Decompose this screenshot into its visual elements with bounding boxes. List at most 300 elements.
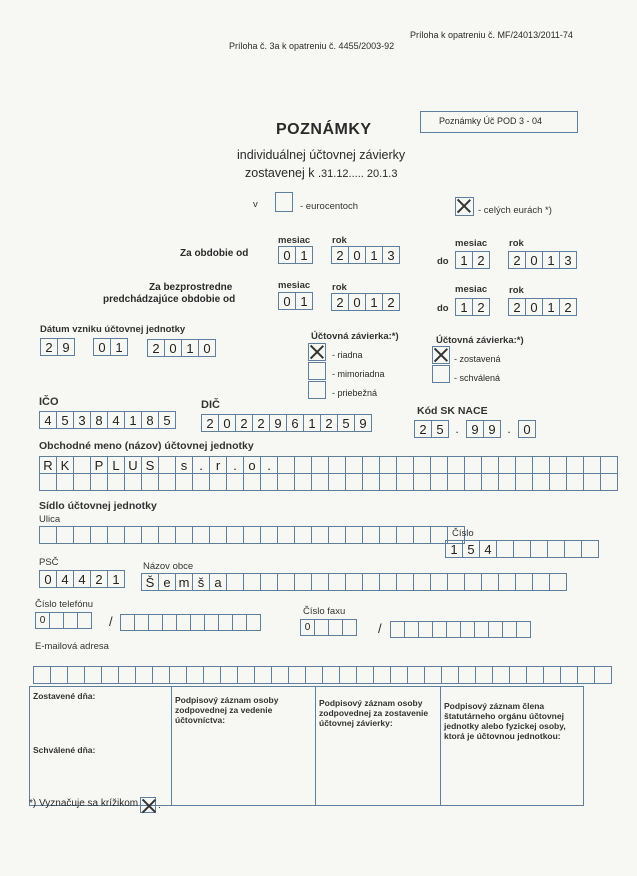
psc-field[interactable] — [39, 570, 124, 587]
char-cell[interactable] — [305, 666, 323, 684]
digit-cell[interactable]: 5 — [337, 414, 355, 432]
char-cell[interactable]: 4 — [479, 540, 497, 558]
char-cell[interactable] — [532, 456, 550, 474]
char-cell[interactable]: 0 — [35, 612, 50, 629]
char-cell[interactable] — [549, 573, 567, 591]
euros-checkbox[interactable] — [455, 197, 474, 216]
ico-field[interactable] — [39, 411, 175, 428]
compiled-prefix: zostavenej k — [245, 166, 315, 180]
statement-type-label: Účtovná závierka:*) — [311, 331, 399, 342]
digit-cell[interactable]: 3 — [73, 411, 91, 429]
dic-label: DIČ — [201, 399, 220, 411]
digit-cell[interactable]: 0 — [525, 298, 543, 316]
digit-cell[interactable]: 2 — [508, 251, 526, 269]
char-cell[interactable] — [345, 473, 363, 491]
digit-cell[interactable]: 5 — [56, 411, 74, 429]
char-cell[interactable]: š — [192, 573, 210, 591]
period-to-month[interactable] — [455, 251, 489, 268]
char-cell[interactable] — [63, 612, 78, 629]
eurocents-checkbox[interactable] — [275, 192, 293, 212]
char-cell[interactable]: r — [209, 456, 227, 474]
digit-cell[interactable]: 9 — [57, 338, 75, 356]
char-cell[interactable]: a — [209, 573, 227, 591]
char-cell[interactable] — [600, 456, 618, 474]
char-cell[interactable] — [148, 614, 163, 631]
char-cell[interactable] — [502, 621, 517, 638]
digit-cell[interactable]: 8 — [141, 411, 159, 429]
char-cell[interactable] — [496, 540, 514, 558]
char-cell[interactable]: o — [243, 456, 261, 474]
char-cell[interactable] — [294, 456, 312, 474]
char-cell[interactable]: 5 — [462, 540, 480, 558]
digit-cell[interactable]: 0 — [518, 420, 536, 438]
char-cell[interactable] — [447, 456, 465, 474]
digit-cell[interactable]: 0 — [164, 339, 182, 357]
char-cell[interactable] — [56, 526, 74, 544]
char-cell[interactable] — [277, 473, 295, 491]
char-cell[interactable]: 1 — [107, 570, 125, 588]
char-cell[interactable] — [447, 573, 465, 591]
digit-cell[interactable]: 4 — [39, 411, 57, 429]
email-field[interactable] — [33, 666, 611, 683]
char-cell[interactable] — [288, 666, 306, 684]
char-cell[interactable] — [260, 473, 278, 491]
char-cell[interactable] — [362, 473, 380, 491]
char-cell[interactable]: U — [124, 456, 142, 474]
digit-cell[interactable]: 5 — [431, 420, 449, 438]
char-cell[interactable] — [226, 473, 244, 491]
char-cell[interactable] — [547, 540, 565, 558]
char-cell[interactable] — [515, 473, 533, 491]
char-cell[interactable]: Š — [141, 573, 159, 591]
digit-cell[interactable]: 0 — [198, 339, 216, 357]
char-cell[interactable] — [77, 612, 92, 629]
digit-cell[interactable]: 1 — [295, 292, 313, 310]
char-cell[interactable] — [549, 456, 567, 474]
digit-cell[interactable]: 4 — [107, 411, 125, 429]
char-cell[interactable] — [237, 666, 255, 684]
char-cell[interactable] — [464, 473, 482, 491]
digit-cell[interactable]: 2 — [508, 298, 526, 316]
char-cell[interactable] — [328, 619, 343, 636]
char-cell[interactable] — [73, 526, 91, 544]
page-subtitle: individuálnej účtovnej závierky — [237, 148, 406, 162]
char-cell[interactable] — [513, 540, 531, 558]
char-cell[interactable] — [339, 666, 357, 684]
digit-cell[interactable]: 2 — [472, 251, 490, 269]
digit-cell[interactable]: 2 — [201, 414, 219, 432]
char-cell[interactable] — [600, 473, 618, 491]
digit-cell[interactable]: 3 — [559, 251, 577, 269]
char-cell[interactable] — [209, 526, 227, 544]
char-cell[interactable] — [581, 540, 599, 558]
char-cell[interactable] — [204, 614, 219, 631]
char-cell[interactable] — [209, 473, 227, 491]
char-cell[interactable]: m — [175, 573, 193, 591]
accounting-signature-area[interactable] — [171, 687, 315, 803]
statutory-signature-area[interactable] — [441, 687, 581, 803]
char-cell[interactable] — [254, 666, 272, 684]
char-cell[interactable] — [90, 526, 108, 544]
char-cell[interactable] — [158, 456, 176, 474]
char-cell[interactable] — [134, 614, 149, 631]
char-cell[interactable] — [407, 666, 425, 684]
char-cell[interactable] — [404, 621, 419, 638]
char-cell[interactable] — [492, 666, 510, 684]
char-cell[interactable] — [362, 573, 380, 591]
char-cell[interactable] — [277, 526, 295, 544]
char-cell[interactable] — [577, 666, 595, 684]
char-cell[interactable] — [271, 666, 289, 684]
char-cell[interactable] — [101, 666, 119, 684]
char-cell[interactable]: K — [56, 456, 74, 474]
digit-cell[interactable]: 0 — [278, 246, 296, 264]
char-cell[interactable] — [192, 526, 210, 544]
char-cell[interactable] — [311, 473, 329, 491]
char-cell[interactable] — [566, 456, 584, 474]
char-cell[interactable] — [50, 666, 68, 684]
char-cell[interactable] — [226, 573, 244, 591]
char-cell[interactable] — [107, 473, 125, 491]
char-cell[interactable] — [107, 526, 125, 544]
char-cell[interactable] — [56, 473, 74, 491]
char-cell[interactable] — [413, 473, 431, 491]
char-cell[interactable] — [294, 526, 312, 544]
approved-on-label: Schválené dňa: — [33, 745, 96, 755]
char-cell[interactable] — [515, 573, 533, 591]
digit-cell[interactable]: 1 — [295, 246, 313, 264]
digit-cell[interactable]: 9 — [269, 414, 287, 432]
char-cell[interactable] — [73, 456, 91, 474]
char-cell[interactable] — [190, 614, 205, 631]
char-cell[interactable] — [311, 526, 329, 544]
digit-cell[interactable]: 2 — [559, 298, 577, 316]
digit-cell[interactable]: 3 — [382, 246, 400, 264]
char-cell[interactable]: 0 — [300, 619, 315, 636]
compiled-checkbox[interactable] — [432, 346, 450, 364]
char-cell[interactable] — [314, 619, 329, 636]
char-cell[interactable] — [203, 666, 221, 684]
char-cell[interactable] — [158, 526, 176, 544]
char-cell[interactable]: R — [39, 456, 57, 474]
digit-cell[interactable]: 0 — [348, 246, 366, 264]
char-cell[interactable] — [481, 573, 499, 591]
char-cell[interactable] — [379, 526, 397, 544]
char-cell[interactable] — [379, 573, 397, 591]
digit-cell[interactable]: 8 — [90, 411, 108, 429]
digit-cell[interactable]: 1 — [181, 339, 199, 357]
char-cell[interactable] — [243, 573, 261, 591]
char-cell[interactable]: 1 — [445, 540, 463, 558]
business-name-row-1[interactable] — [39, 456, 617, 473]
digit-cell[interactable]: 9 — [483, 420, 501, 438]
founding-date-label: Dátum vzniku účtovnej jednotky — [40, 324, 186, 335]
digit-cell[interactable]: 1 — [455, 298, 473, 316]
char-cell[interactable] — [328, 456, 346, 474]
char-cell[interactable] — [260, 526, 278, 544]
char-cell[interactable] — [175, 473, 193, 491]
char-cell[interactable] — [475, 666, 493, 684]
char-cell[interactable] — [260, 573, 278, 591]
phone-prefix-field[interactable] — [35, 612, 91, 629]
char-cell[interactable] — [474, 621, 489, 638]
interim-checkbox[interactable] — [308, 381, 326, 399]
digit-cell[interactable]: 0 — [348, 293, 366, 311]
char-cell[interactable] — [226, 526, 244, 544]
char-cell[interactable] — [345, 573, 363, 591]
digit-cell[interactable]: 1 — [365, 293, 383, 311]
char-cell[interactable] — [543, 666, 561, 684]
char-cell[interactable] — [345, 526, 363, 544]
char-cell[interactable] — [277, 573, 295, 591]
prev-from-year[interactable] — [331, 293, 399, 310]
char-cell[interactable] — [549, 473, 567, 491]
char-cell[interactable]: 4 — [73, 570, 91, 588]
char-cell[interactable] — [424, 666, 442, 684]
char-cell[interactable] — [39, 473, 57, 491]
char-cell[interactable] — [498, 473, 516, 491]
annex-reference-2: Príloha č. 3a k opatreniu č. 4455/2003-92 — [229, 41, 395, 51]
char-cell[interactable] — [516, 621, 531, 638]
digit-cell[interactable]: 2 — [320, 414, 338, 432]
prev-from-month[interactable] — [278, 292, 312, 309]
phone-number-field[interactable] — [120, 614, 260, 631]
char-cell[interactable] — [243, 473, 261, 491]
char-cell[interactable] — [509, 666, 527, 684]
char-cell[interactable] — [481, 473, 499, 491]
period-to-month-header: mesiac — [455, 238, 488, 249]
digit-cell[interactable]: 2 — [331, 246, 349, 264]
founding-year[interactable] — [147, 339, 215, 356]
digit-cell[interactable]: 2 — [252, 414, 270, 432]
char-cell[interactable] — [566, 473, 584, 491]
char-cell[interactable] — [379, 456, 397, 474]
char-cell[interactable] — [220, 666, 238, 684]
char-cell[interactable] — [458, 666, 476, 684]
nace-dot: . — [507, 421, 511, 436]
digit-cell[interactable]: 2 — [147, 339, 165, 357]
char-cell[interactable]: s — [175, 456, 193, 474]
digit-cell[interactable]: 1 — [110, 338, 128, 356]
char-cell[interactable] — [532, 473, 550, 491]
char-cell[interactable] — [294, 573, 312, 591]
char-cell[interactable] — [135, 666, 153, 684]
char-cell[interactable] — [430, 573, 448, 591]
nace-field[interactable] — [414, 420, 535, 437]
char-cell[interactable] — [396, 456, 414, 474]
char-cell[interactable] — [498, 456, 516, 474]
street-field[interactable] — [39, 526, 464, 543]
char-cell[interactable]: 0 — [39, 570, 57, 588]
digit-cell[interactable]: 1 — [542, 298, 560, 316]
char-cell[interactable] — [488, 621, 503, 638]
digit-cell[interactable]: 2 — [331, 293, 349, 311]
char-cell[interactable] — [120, 614, 135, 631]
char-cell[interactable] — [176, 614, 191, 631]
char-cell[interactable] — [162, 614, 177, 631]
period-month-header: mesiac — [278, 235, 311, 246]
char-cell[interactable] — [243, 526, 261, 544]
fax-prefix-field[interactable] — [300, 619, 356, 636]
street-label: Ulica — [39, 514, 61, 525]
digit-cell[interactable]: 1 — [365, 246, 383, 264]
char-cell[interactable] — [430, 473, 448, 491]
char-cell[interactable] — [373, 666, 391, 684]
char-cell[interactable]: . — [226, 456, 244, 474]
digit-cell[interactable]: 2 — [414, 420, 432, 438]
char-cell[interactable] — [362, 456, 380, 474]
char-cell[interactable] — [192, 473, 210, 491]
char-cell[interactable] — [432, 621, 447, 638]
char-cell[interactable]: P — [90, 456, 108, 474]
char-cell[interactable] — [90, 473, 108, 491]
char-cell[interactable] — [294, 473, 312, 491]
digit-cell[interactable]: 6 — [286, 414, 304, 432]
digit-cell[interactable]: 2 — [235, 414, 253, 432]
char-cell[interactable] — [515, 456, 533, 474]
char-cell[interactable] — [124, 473, 142, 491]
compiled-on-label: Zostavené dňa: — [33, 691, 96, 701]
char-cell[interactable] — [498, 573, 516, 591]
char-cell[interactable] — [356, 666, 374, 684]
char-cell[interactable] — [430, 456, 448, 474]
char-cell[interactable] — [530, 540, 548, 558]
char-cell[interactable] — [464, 456, 482, 474]
char-cell[interactable] — [33, 666, 51, 684]
char-cell[interactable] — [328, 473, 346, 491]
char-cell[interactable] — [396, 573, 414, 591]
char-cell[interactable]: L — [107, 456, 125, 474]
char-cell[interactable] — [124, 526, 142, 544]
fax-label: Číslo faxu — [303, 606, 346, 617]
char-cell[interactable] — [418, 621, 433, 638]
char-cell[interactable] — [39, 526, 57, 544]
char-cell[interactable] — [67, 666, 85, 684]
char-cell[interactable] — [345, 456, 363, 474]
char-cell[interactable]: . — [260, 456, 278, 474]
char-cell[interactable]: 4 — [56, 570, 74, 588]
char-cell[interactable] — [277, 456, 295, 474]
char-cell[interactable] — [232, 614, 247, 631]
char-cell[interactable] — [532, 573, 550, 591]
char-cell[interactable] — [158, 473, 176, 491]
char-cell[interactable] — [583, 473, 601, 491]
char-cell[interactable] — [460, 621, 475, 638]
digit-cell[interactable]: 9 — [466, 420, 484, 438]
char-cell[interactable] — [49, 612, 64, 629]
char-cell[interactable] — [328, 573, 346, 591]
char-cell[interactable] — [390, 621, 405, 638]
period-from-month[interactable] — [278, 246, 312, 263]
char-cell[interactable] — [342, 619, 357, 636]
business-name-row-2[interactable] — [39, 473, 617, 490]
digit-cell[interactable]: 1 — [303, 414, 321, 432]
digit-cell[interactable]: 5 — [158, 411, 176, 429]
char-cell[interactable] — [141, 526, 159, 544]
char-cell[interactable] — [441, 666, 459, 684]
digit-cell[interactable]: 1 — [542, 251, 560, 269]
fax-slash: / — [378, 621, 382, 636]
char-cell[interactable] — [396, 526, 414, 544]
digit-cell[interactable]: 2 — [472, 298, 490, 316]
char-cell[interactable]: . — [192, 456, 210, 474]
period-from-year[interactable] — [331, 246, 399, 263]
phone-label: Číslo telefónu — [35, 599, 94, 610]
char-cell[interactable] — [526, 666, 544, 684]
char-cell[interactable] — [175, 526, 193, 544]
char-cell[interactable] — [560, 666, 578, 684]
char-cell[interactable] — [328, 526, 346, 544]
char-cell[interactable] — [84, 666, 102, 684]
char-cell[interactable] — [446, 621, 461, 638]
number-field[interactable] — [445, 540, 598, 557]
char-cell[interactable] — [246, 614, 261, 631]
char-cell[interactable] — [141, 473, 159, 491]
char-cell[interactable] — [464, 573, 482, 591]
digit-cell[interactable]: 9 — [354, 414, 372, 432]
char-cell[interactable] — [311, 456, 329, 474]
digit-cell[interactable]: 1 — [124, 411, 142, 429]
char-cell[interactable] — [481, 456, 499, 474]
digit-cell[interactable]: 2 — [382, 293, 400, 311]
char-cell[interactable] — [169, 666, 187, 684]
char-cell[interactable] — [583, 456, 601, 474]
char-cell[interactable] — [413, 526, 431, 544]
prev-to-month[interactable] — [455, 298, 489, 315]
char-cell[interactable] — [362, 526, 380, 544]
annex-reference-1: Príloha k opatreniu č. MF/24013/2011-74 — [410, 30, 573, 40]
accounting-signature-label: Podpisový záznam osoby zodpovednej za vedenie účtovníctva: — [175, 695, 279, 725]
founding-month[interactable] — [93, 338, 127, 355]
char-cell[interactable] — [311, 573, 329, 591]
dic-field[interactable] — [201, 414, 371, 431]
approved-checkbox[interactable] — [432, 365, 450, 383]
char-cell[interactable] — [379, 473, 397, 491]
char-cell[interactable] — [218, 614, 233, 631]
char-cell[interactable]: 2 — [90, 570, 108, 588]
char-cell[interactable] — [396, 473, 414, 491]
char-cell[interactable] — [413, 573, 431, 591]
char-cell[interactable] — [322, 666, 340, 684]
extraordinary-checkbox[interactable] — [308, 362, 326, 380]
char-cell[interactable] — [118, 666, 136, 684]
period-to-year[interactable] — [508, 251, 576, 268]
regular-checkbox[interactable] — [308, 343, 326, 361]
digit-cell[interactable]: 2 — [40, 338, 58, 356]
digit-cell[interactable]: 0 — [93, 338, 111, 356]
fax-number-field[interactable] — [390, 621, 530, 638]
char-cell[interactable]: S — [141, 456, 159, 474]
regular-label: - riadna — [332, 350, 363, 360]
digit-cell[interactable]: 1 — [455, 251, 473, 269]
digit-cell[interactable]: 0 — [525, 251, 543, 269]
char-cell[interactable] — [413, 456, 431, 474]
char-cell[interactable] — [390, 666, 408, 684]
char-cell[interactable] — [447, 473, 465, 491]
char-cell[interactable]: e — [158, 573, 176, 591]
char-cell[interactable] — [73, 473, 91, 491]
city-field[interactable] — [141, 573, 566, 590]
founding-day[interactable] — [40, 338, 74, 355]
statement-signature-area[interactable] — [316, 687, 440, 803]
digit-cell[interactable]: 0 — [278, 292, 296, 310]
prev-to-year[interactable] — [508, 298, 576, 315]
char-cell[interactable] — [152, 666, 170, 684]
char-cell[interactable] — [186, 666, 204, 684]
digit-cell[interactable]: 0 — [218, 414, 236, 432]
char-cell[interactable] — [594, 666, 612, 684]
char-cell[interactable] — [564, 540, 582, 558]
